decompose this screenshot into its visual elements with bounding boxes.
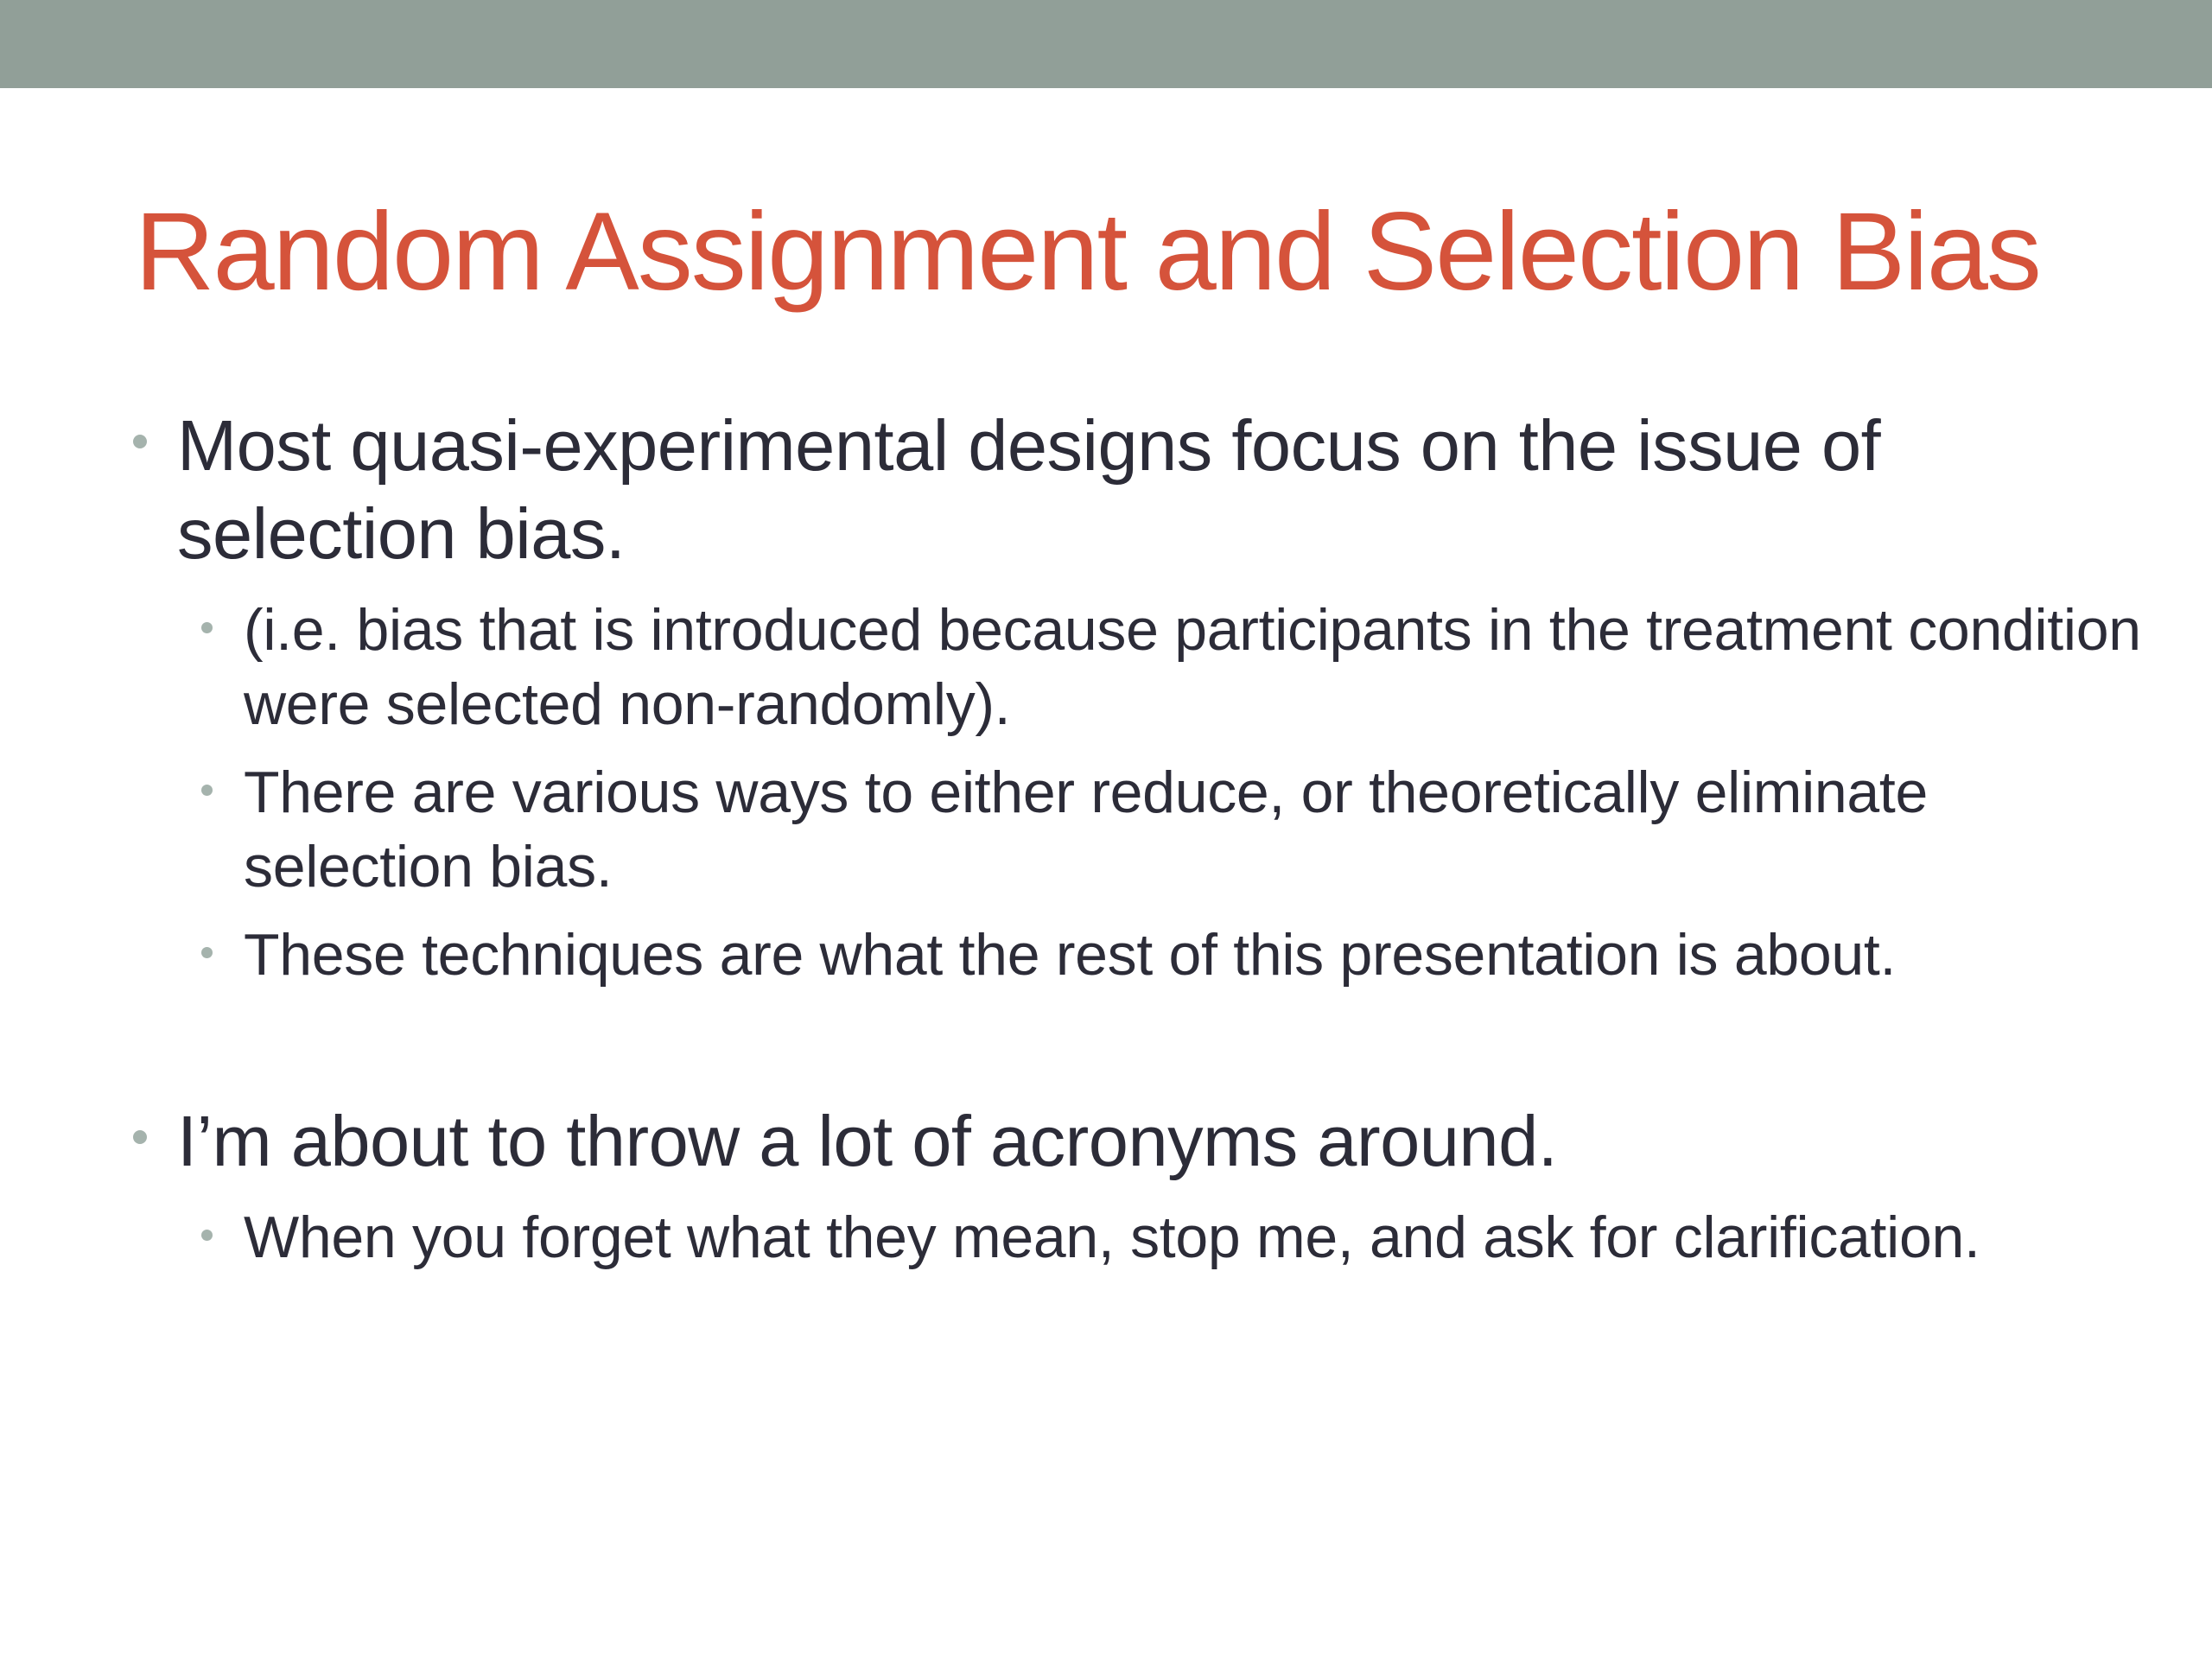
sub-bullet-1-2-text: There are various ways to either reduce, or theoretically eliminate selection bias. bbox=[244, 760, 1929, 899]
bullet-2-text: I’m about to throw a lot of acronyms around. bbox=[177, 1101, 1558, 1181]
sub-bullet-dot bbox=[201, 1230, 213, 1241]
sub-bullet-1-1-text: (i.e. bias that is introduced because participants in the treatment condition were selected non-randomly). bbox=[244, 597, 2141, 737]
top-band bbox=[0, 0, 2212, 88]
bullet-dot bbox=[133, 1130, 147, 1144]
sub-bullet-2-1-text: When you forget what they mean, stop me, and ask for clarification. bbox=[244, 1205, 1980, 1270]
sub-bullet-dot bbox=[201, 785, 213, 796]
sub-bullet-1-3-text: These techniques are what the rest of this presentation is about. bbox=[244, 922, 1897, 988]
bullet-1-text: Most quasi-experimental designs focus on the issue of selection bias. bbox=[177, 405, 1881, 574]
slide-title: Random Assignment and Selection Bias bbox=[135, 190, 2040, 314]
bullet-dot bbox=[133, 435, 147, 448]
sub-bullet-dot bbox=[201, 622, 213, 633]
sub-bullet-dot bbox=[201, 947, 213, 958]
